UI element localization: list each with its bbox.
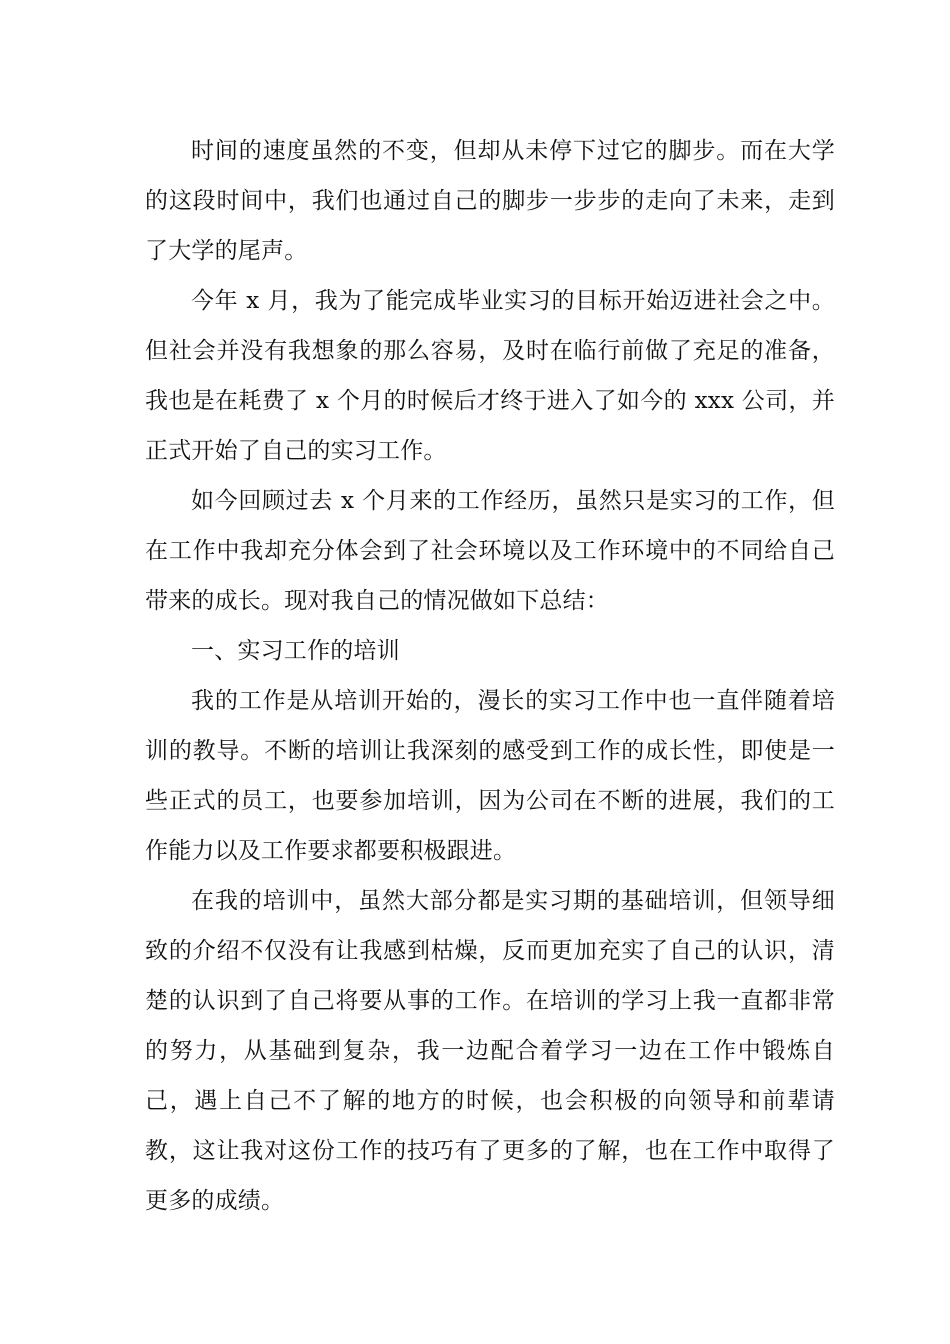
paragraph-training-overview: 我的工作是从培训开始的，漫长的实习工作中也一直伴随着培训的教导。不断的培训让我深刻的感受到工作的成长性，即使是一些正式的员工，也要参加培训，因为公司在不断的进展，我们的工作能力以及工作要求都要积极跟进。 <box>145 688 835 864</box>
paragraph-intro: 时间的速度虽然的不变，但却从未停下过它的脚步。而在大学的这段时间中，我们也通过自己的脚步一步步的走向了未来，走到了大学的尾声。 <box>145 138 835 264</box>
section-heading-training: 一、实习工作的培训 <box>191 638 400 664</box>
paragraph-review: 如今回顾过去 x 个月来的工作经历，虽然只是实习的工作，但在工作中我却充分体会到了社会环境以及工作环境中的不同给自己带来的成长。现对我自己的情况做如下总结： <box>145 488 835 614</box>
paragraph-training-details: 在我的培训中，虽然大部分都是实习期的基础培训，但领导细致的介绍不仅没有让我感到枯燥，反而更加充实了自己的认识，清楚的认识到了自己将要从事的工作。在培训的学习上我一直都非常的努力，从基础到复杂，我一边配合着学习一边在工作中锻炼自己，遇上自己不了解的地方的时候，也会积极的向领导和前辈请教，这让我对这份工作的技巧有了更多的了解，也在工作中取得了更多的成绩。 <box>145 888 835 1214</box>
document-body <box>145 126 835 1226</box>
paragraph-internship-start: 今年 x 月，我为了能完成毕业实习的目标开始迈进社会之中。但社会并没有我想象的那么容易，及时在临行前做了充足的准备，我也是在耗费了 x 个月的时候后才终于进入了如今的 xxx 公司，并正式开始了自己的实习工作。 <box>145 288 835 464</box>
